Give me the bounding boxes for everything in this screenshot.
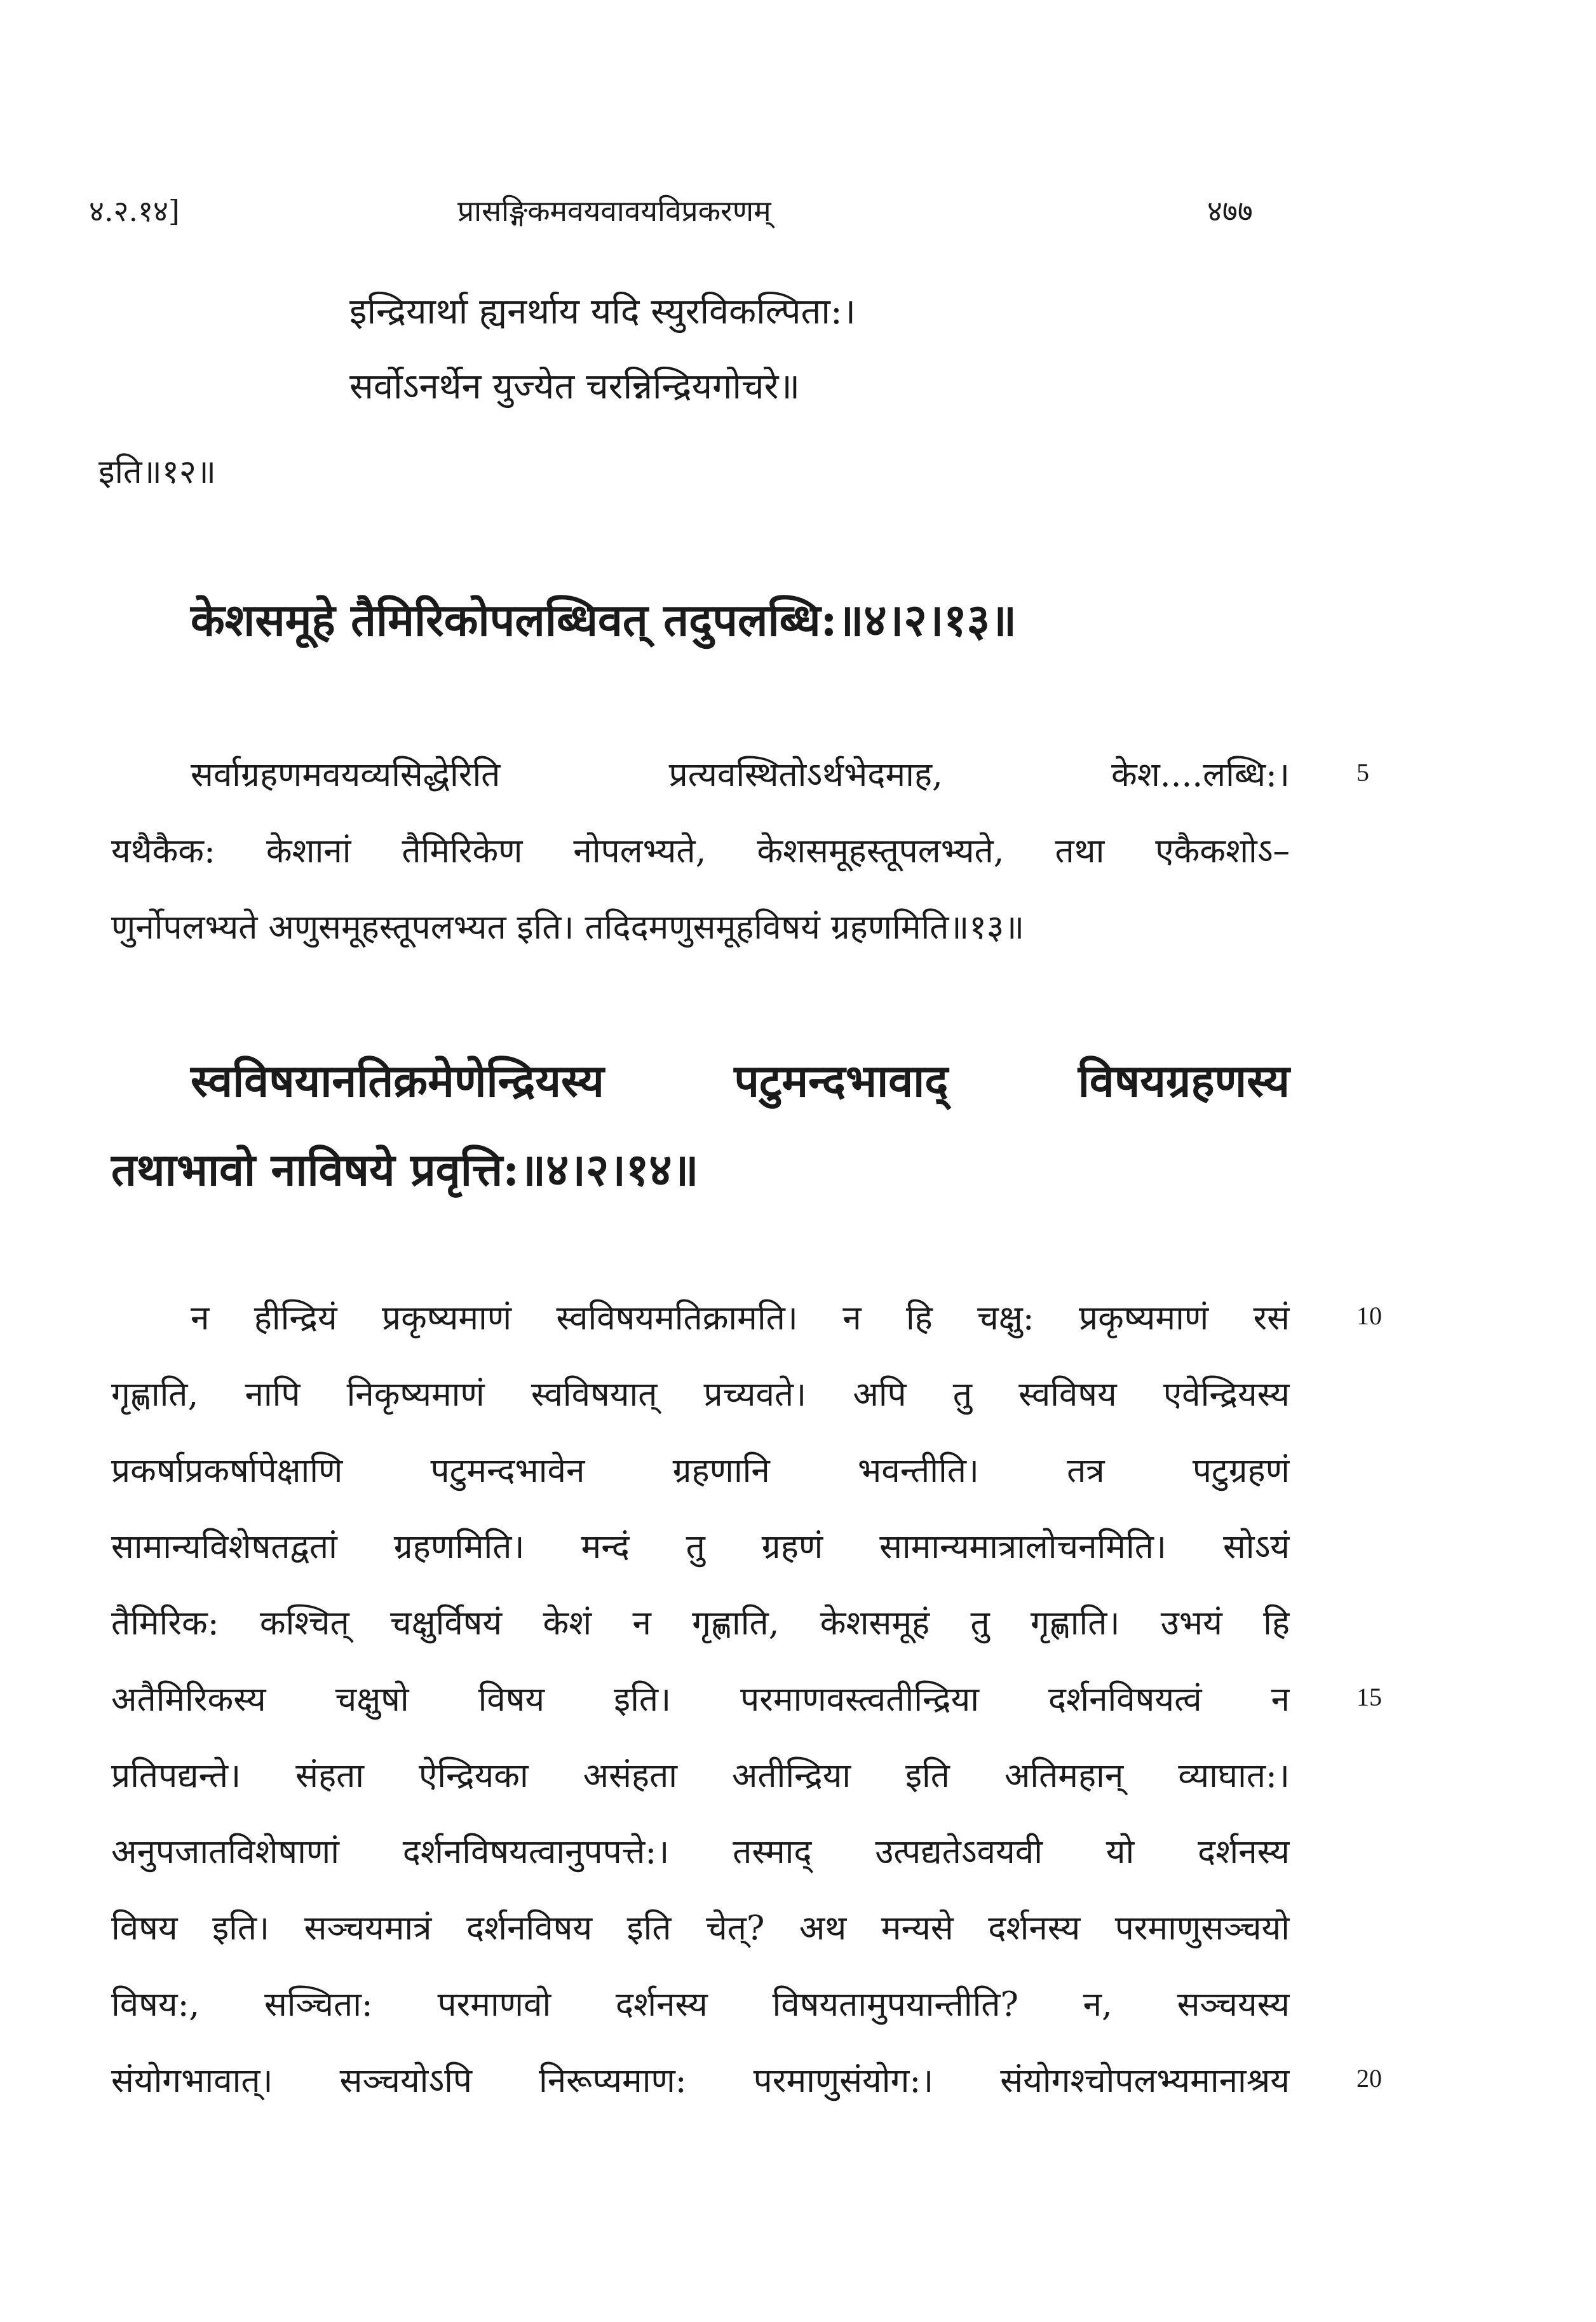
sutra-heading-14-line-1: स्वविषयानतिक्रमेणेन्द्रियस्य पटुमन्दभावाद् विषयग्रहणस्य xyxy=(191,1054,1290,1107)
verse-line-1: इन्द्रियार्था ह्यनर्थाय यदि स्युरविकल्पिता:। xyxy=(349,291,856,332)
sutra-heading-13: केशसमूहे तैमिरिकोपलब्धिवत् तदुपलब्धि:॥४।२।१३॥ xyxy=(191,594,1017,646)
paragraph-line: सर्वाग्रहणमवयव्यसिद्धेरिति प्रत्यवस्थितोऽर्थभेदमाह, केश....लब्धि:। xyxy=(191,756,1290,794)
paragraph-line: प्रतिपद्यन्ते। संहता ऐन्द्रियका असंहता अतीन्द्रिया इति अतिमहान् व्याघात:। xyxy=(111,1756,1290,1795)
line-number: 20 xyxy=(1356,2064,1382,2093)
paragraph-line: सामान्यविशेषतद्वतां ग्रहणमिति। मन्दं तु ग्रहणं सामान्यमात्रालोचनमिति। सोऽयं xyxy=(111,1528,1290,1566)
paragraph-line: संयोगभावात्। सञ्चयोऽपि निरूप्यमाण: परमाणुसंयोग:। संयोगश्चोपलभ्यमानाश्रय xyxy=(111,2061,1290,2100)
sutra-heading-14-line-2: तथाभावो नाविषये प्रवृत्ति:॥४।२।१४॥ xyxy=(111,1143,699,1196)
page-number: ४७७ xyxy=(1207,194,1253,228)
page-header xyxy=(89,191,1309,241)
paragraph-line: विषय:, सञ्चिता: परमाणवो दर्शनस्य विषयतामुपयान्तीति? न, सञ्चयस्य xyxy=(111,1985,1290,2024)
paragraph-line: प्रकर्षाप्रकर्षापेक्षाणि पटुमन्दभावेन ग्रहणानि भवन्तीति। तत्र पटुग्रहणं xyxy=(111,1451,1290,1490)
verse-line-2: सर्वोऽनर्थेन युज्येत चरन्निन्द्रियगोचरे॥ xyxy=(349,366,801,407)
paragraph-line: णुर्नोपलभ्यते अणुसमूहस्तूपलभ्यत इति। तदिदमणुसमूहविषयं ग्रहणमिति॥१३॥ xyxy=(111,908,1025,947)
paragraph-line: गृह्णाति, नापि निकृष्यमाणं स्वविषयात् प्रच्यवते। अपि तु स्वविषय एवेन्द्रियस्य xyxy=(111,1375,1290,1414)
paragraph-line: अतैमिरिकस्य चक्षुषो विषय इति। परमाणवस्त्वतीन्द्रिया दर्शनविषयत्वं न xyxy=(111,1680,1290,1719)
paragraph-line: यथैकैक: केशानां तैमिरिकेण नोपलभ्यते, केशसमूहस्तूपलभ्यते, तथा एकैकशोऽ– xyxy=(111,832,1290,871)
iti-line: इति॥१२॥ xyxy=(98,453,217,491)
line-number: 5 xyxy=(1356,758,1369,787)
line-number: 15 xyxy=(1356,1683,1382,1711)
paragraph-line: न हीन्द्रियं प्रकृष्यमाणं स्वविषयमतिक्रामति। न हि चक्षु: प्रकृष्यमाणं रसं xyxy=(191,1299,1290,1338)
chapter-title: प्रासङ्गिकमवयवावयविप्रकरणम् xyxy=(457,194,771,228)
paragraph-line: अनुपजातविशेषाणां दर्शनविषयत्वानुपपत्ते:। तस्माद् उत्पद्यतेऽवयवी यो दर्शनस्य xyxy=(111,1833,1290,1871)
line-number: 10 xyxy=(1356,1301,1382,1330)
paragraph-line: तैमिरिक: कश्चित् चक्षुर्विषयं केशं न गृह्णाति, केशसमूहं तु गृह्णाति। उभयं हि xyxy=(111,1604,1290,1643)
section-reference: ४.२.१४] xyxy=(89,194,180,228)
paragraph-line: विषय इति। सञ्चयमात्रं दर्शनविषय इति चेत्? अथ मन्यसे दर्शनस्य परमाणुसञ्चयो xyxy=(111,1909,1290,1948)
